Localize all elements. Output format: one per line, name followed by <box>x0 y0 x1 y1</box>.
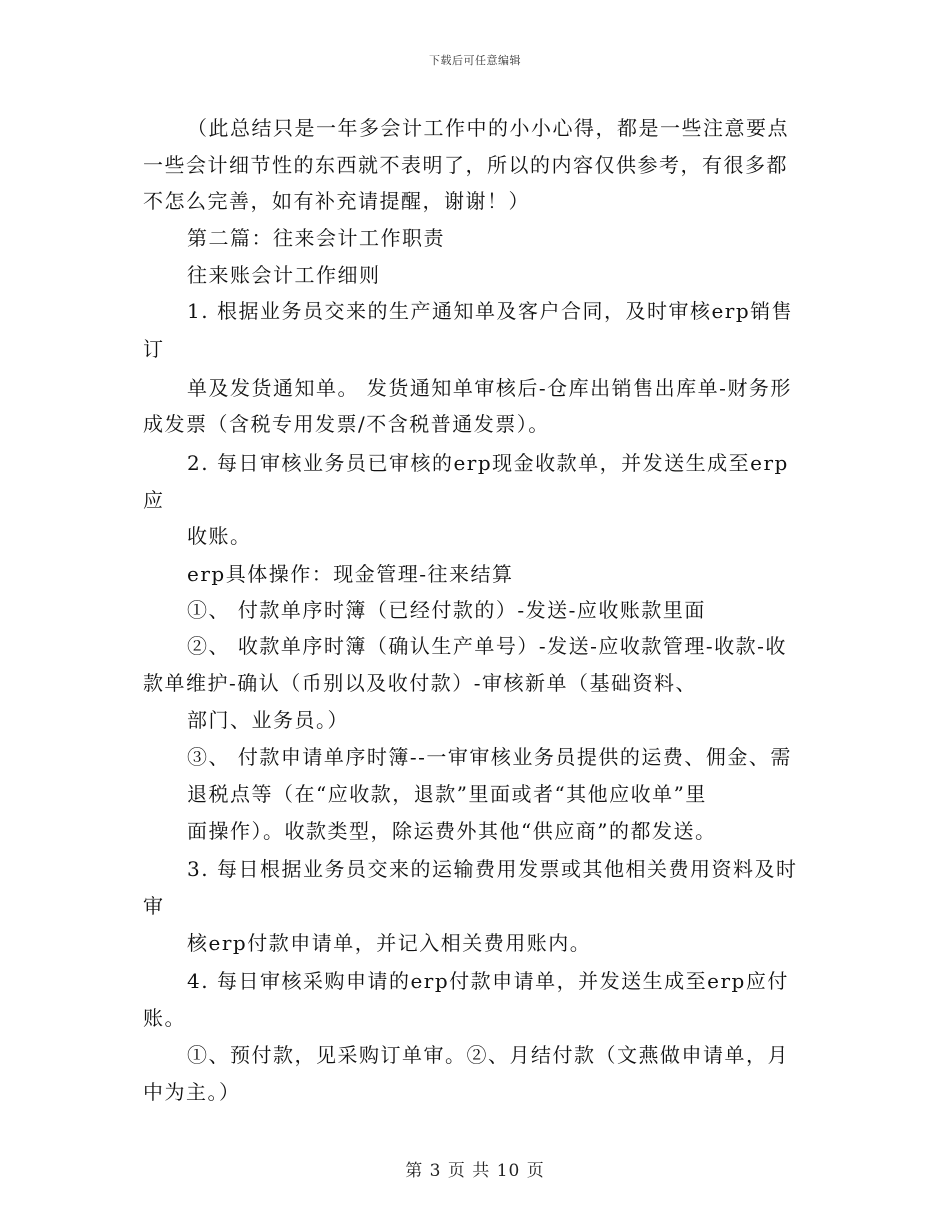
text-line: 订 <box>143 337 165 361</box>
text-line: ②、 收款单序时簿（确认生产单号）-发送-应收款管理-收款-收 <box>187 634 787 658</box>
text-line: 核erp付款申请单，并记入相关费用账内。 <box>187 931 592 955</box>
text-line: ①、 付款单序时簿（已经付款的）-发送-应收账款里面 <box>187 598 706 622</box>
text-line: 3. 每日根据业务员交来的运输费用发票或其他相关费用资料及时 <box>187 857 798 881</box>
text-line: 审 <box>143 894 165 918</box>
subsection-title: 往来账会计工作细则 <box>187 263 381 287</box>
text-line: 款单维护-确认（币别以及收付款）-审核新单（基础资料、 <box>143 671 698 695</box>
page-number-footer: 第 3 页 共 10 页 <box>405 1161 545 1181</box>
text-line: 4. 每日审核采购申请的erp付款申请单，并发送生成至erp应付 <box>187 969 789 993</box>
text-line: ①、预付款，见采购订单审。②、月结付款（文燕做申请单，月 <box>187 1043 789 1067</box>
text-line: 面操作）。收款类型，除运费外其他“供应商”的都发送。 <box>187 819 717 843</box>
page-header: 下载后可任意编辑 <box>429 54 521 67</box>
text-line: 不怎么完善，如有补充请提醒，谢谢！） <box>143 189 530 213</box>
text-line: 2. 每日审核业务员已审核的erp现金收款单，并发送生成至erp <box>187 451 789 475</box>
text-line: 退税点等（在“应收款，退款”里面或者“其他应收单”里 <box>187 782 707 806</box>
text-line: 1. 根据业务员交来的生产通知单及客户合同，及时审核erp销售 <box>187 299 794 323</box>
text-line: erp具体操作：现金管理-往来结算 <box>187 562 514 586</box>
section-title: 第二篇：往来会计工作职责 <box>187 226 445 250</box>
text-line: 中为主。） <box>143 1080 241 1104</box>
text-line: 收账。 <box>187 524 252 548</box>
text-line: 成发票（含税专用发票/不含税普通发票）。 <box>143 412 550 436</box>
text-line: 部门、业务员。） <box>187 708 349 732</box>
text-line: 单及发货通知单。 发货通知单审核后-仓库出销售出库单-财务形 <box>187 376 792 400</box>
text-line: 账。 <box>143 1006 186 1030</box>
text-line: 一些会计细节性的东西就不表明了，所以的内容仅供参考，有很多都 <box>143 153 788 177</box>
text-line: ③、 付款申请单序时簿--一审审核业务员提供的运费、佣金、需 <box>187 745 792 769</box>
text-line: 应 <box>143 488 165 512</box>
text-line: （此总结只是一年多会计工作中的小小心得，都是一些注意要点 <box>187 116 789 140</box>
